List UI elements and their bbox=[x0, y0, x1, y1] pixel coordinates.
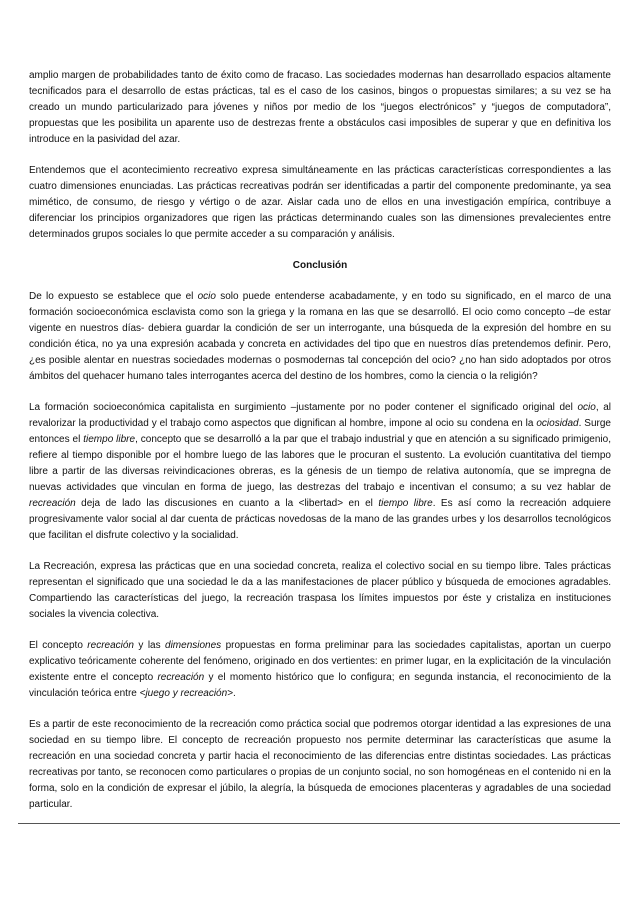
body-paragraph bbox=[29, 68, 611, 148]
body-paragraph bbox=[29, 289, 611, 385]
text-segment: y el momento histórico que lo configura; en segunda instancia, el reconocimiento de la vinculación teórica entre bbox=[29, 672, 611, 699]
italic-term: tiempo libre bbox=[378, 498, 433, 509]
footer-divider bbox=[18, 823, 620, 824]
body-paragraph bbox=[29, 638, 611, 702]
text-segment: La Recreación, expresa las prácticas que en una sociedad concreta, realiza el colectivo social en su tiempo libre. Tales prácticas representan el significado que una sociedad le da a las manifestaciones de placer público y búsqueda de emociones agradables. Compartiendo las características del juego, la recreación traspasa los límites impuestos por éste y cristaliza en instituciones sociales la vivencia colectiva. bbox=[29, 561, 611, 620]
italic-term: <juego y recreación> bbox=[139, 688, 234, 699]
italic-term: ocio bbox=[197, 291, 216, 302]
text-segment: . Surge entonces el bbox=[29, 418, 611, 445]
text-segment: , concepto que se desarrolló a la par que el trabajo industrial y que en atención a su significado primigenio, refiere al tiempo disponible por el hombre luego de las labores que le procuran el sustento. La evolución cuantitativa del tiempo libre a partir de las diversas reivindicaciones obreras, es la génesis de un tiempo de relativa autonomía, que se impregna de nuevas actividades que vinculan en forma de juego, las destrezas del trabajo e incentivan el consumo; a su vez hablar de bbox=[29, 434, 611, 493]
text-segment: , al revalorizar la productividad y el trabajo como aspectos que dignifican al hombre, impone al ocio su condena en la bbox=[29, 402, 611, 429]
italic-term: recreación bbox=[157, 672, 205, 683]
text-segment: y las bbox=[134, 640, 166, 651]
text-segment: propuestas en forma preliminar para las sociedades capitalistas, aportan un cuerpo explicativo teóricamente coherente del fenómeno, originado en dos vertientes: en primer lugar, en la explicitación de la vinculación existente entre el concepto bbox=[29, 640, 611, 683]
body-paragraph bbox=[29, 163, 611, 243]
section-heading: Conclusión bbox=[292, 260, 348, 271]
body-paragraph bbox=[29, 717, 611, 813]
text-segment: . bbox=[233, 688, 236, 699]
text-segment: amplio margen de probabilidades tanto de éxito como de fracaso. Las sociedades modernas han desarrollado espacios altamente tecnificados para el desarrollo de estas prácticas, tal es el caso de los casinos, bingos o propuestas similares; a su vez se ha creado un mundo particularizado para jóvenes y niños por medio de los “juegos electrónicos” y “juegos de computadora”, propuestas que les posibilita un aparente uso de destrezas frente a obstáculos casi imposibles de superar y que en definitiva los introduce en la pasividad del azar. bbox=[29, 70, 611, 145]
text-segment: La formación socioeconómica capitalista en surgimiento –justamente por no poder contener el significado original del bbox=[29, 402, 578, 413]
italic-term: recreación bbox=[29, 498, 76, 509]
text-segment: Entendemos que el acontecimiento recreativo expresa simultáneamente en las prácticas características correspondientes a las cuatro dimensiones enunciadas. Las prácticas recreativas podrán ser identificadas a partir del componente predominante, ya sea mimético, de consumo, de riesgo y vértigo o de azar. Aislar cada uno de ellos en una investigación empírica, contribuye a diferenciar los principios organizadores que rigen las prácticas determinando cuales son las dimensiones prevalecientes entre determinados grupos sociales lo que permite acceder a su comparación y análisis. bbox=[29, 165, 611, 240]
italic-term: tiempo libre bbox=[83, 434, 136, 445]
document-body bbox=[29, 68, 611, 828]
text-segment: deja de lado las discusiones en cuanto a la <libertad> en el bbox=[75, 498, 379, 509]
italic-term: ociosidad bbox=[536, 418, 579, 429]
text-segment: Es a partir de este reconocimiento de la recreación como práctica social que podremos otorgar identidad a las expresiones de una sociedad en su tiempo libre. El concepto de recreación propuesto nos permite determinar las características que asume la recreación en una sociedad concreta y partir hacia el reconocimiento de las diferencias entre distintas sociedades. Las prácticas recreativas por tanto, se reconocen como particulares o propias de un conjunto social, no son homogéneas en el contenido ni en la forma, solo en la condición de expresar el júbilo, la alegría, la búsqueda de emociones placenteras y agradables de una sociedad particular. bbox=[29, 719, 611, 810]
text-segment: . Es así como la recreación adquiere progresivamente valor social al dar cuenta de prácticas novedosas de la mano de las grandes urbes y los desarrollos tecnológicos que facilitan el disfrute colectivo y la socialidad. bbox=[29, 498, 611, 541]
body-paragraph bbox=[29, 559, 611, 623]
text-segment: solo puede entenderse acabadamente, y en todo su significado, en el marco de una formación socioeconómica esclavista como son la griega y la romana en las que se desarrolló. El ocio como concepto –de estar vigente en nuestros días- debiera guardar la condición de ser un interrogante, una búsqueda de la expresión del hombre en su condición ética, no ya una expresión acabada y concreta en actividades del tipo que en nuestros días pretendemos definir. Pero, ¿es posible alentar en nuestras sociedades modernas o posmodernas tal concepción del ocio? ¿no han sido adoptados por otros ámbitos del quehacer humano tales interrogantes acerca del destino de los hombres, como la ciencia o la religión? bbox=[29, 291, 612, 382]
italic-term: dimensiones bbox=[165, 640, 222, 651]
italic-term: recreación bbox=[87, 640, 134, 651]
text-segment: De lo expuesto se establece que el bbox=[29, 291, 198, 302]
text-segment: El concepto bbox=[29, 640, 88, 651]
body-paragraph bbox=[29, 400, 611, 544]
italic-term: ocio bbox=[577, 402, 596, 413]
